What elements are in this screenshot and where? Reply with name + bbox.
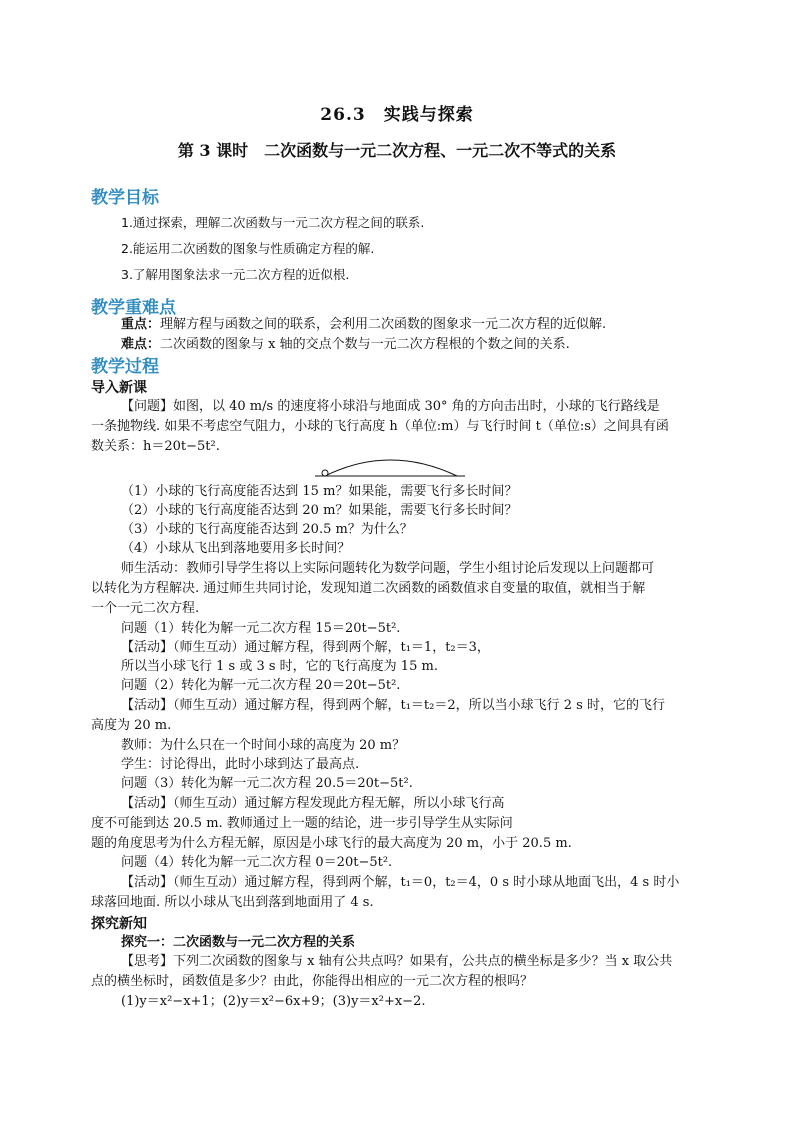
difficulty-label: 难点： bbox=[121, 337, 161, 352]
question-line: （1）小球的飞行高度能否达到 15 m？如果能，需要飞行多长时间？ bbox=[121, 484, 518, 499]
ball-trajectory-figure bbox=[315, 450, 465, 480]
key-point-text: 理解方程与函数之间的联系，会利用二次函数的图象求一元二次方程的近似解. bbox=[160, 317, 607, 332]
objectives-heading: 教学目标 bbox=[91, 188, 159, 208]
lesson-title: 26.3 实践与探索 bbox=[320, 105, 474, 125]
ball-icon bbox=[322, 470, 328, 476]
objective-item: 3.了解用图象法求一元二次方程的近似根. bbox=[121, 267, 350, 282]
paragraph-line: 高度为 20 m. bbox=[91, 718, 172, 733]
paragraph-line: 【思考】下列二次函数的图象与 x 轴有公共点吗？如果有，公共点的横坐标是多少？当 x 取公共 bbox=[121, 954, 673, 969]
paragraph-line: 【问题】如图，以 40 m/s 的速度将小球沿与地面成 30° 角的方向击出时，小球的飞行路线是 bbox=[121, 399, 660, 414]
question-line: （4）小球从飞出到落地要用多长时间？ bbox=[121, 541, 351, 556]
key-point-label: 重点： bbox=[121, 317, 161, 332]
paragraph-line: 【活动】（师生互动）通过解方程发现此方程无解，所以小球飞行高 bbox=[121, 796, 505, 811]
paragraph-line: 问题（1）转化为解一元二次方程 15＝20t−5t². bbox=[121, 621, 401, 636]
paragraph-line: 度不可能到达 20.5 m. 教师通过上一题的结论，进一步引导学生从实际问 bbox=[91, 816, 513, 831]
question-line: （2）小球的飞行高度能否达到 20 m？如果能，需要飞行多长时间？ bbox=[121, 503, 518, 518]
intro-heading: 导入新课 bbox=[91, 380, 147, 396]
question-line: （3）小球的飞行高度能否达到 20.5 m？为什么？ bbox=[121, 522, 413, 537]
paragraph-line: 学生：讨论得出，此时小球到达了最高点. bbox=[121, 757, 360, 772]
lesson-subtitle: 第 3 课时 二次函数与一元二次方程、一元二次不等式的关系 bbox=[177, 141, 617, 160]
key-point-line bbox=[121, 316, 794, 334]
paragraph-line: 题的角度思考为什么方程无解，原因是小球飞行的最大高度为 20 m，小于 20.5 m. bbox=[91, 836, 572, 851]
paragraph-line: 球落回地面. 所以小球从飞出到落到地面用了 4 s. bbox=[91, 895, 374, 910]
paragraph-line: 问题（4）转化为解一元二次方程 0＝20t−5t². bbox=[121, 855, 393, 870]
difficulty-text: 二次函数的图象与 x 轴的交点个数与一元二次方程根的个数之间的关系. bbox=[160, 337, 570, 352]
explore-heading: 探究新知 bbox=[91, 916, 147, 932]
paragraph-line: 以转化为方程解决. 通过师生共同讨论，发现知道二次函数的函数值求自变量的取值，就相当于解 bbox=[91, 581, 646, 596]
explore-subheading: 探究一：二次函数与一元二次方程的关系 bbox=[121, 935, 356, 950]
paragraph-line: 【活动】（师生互动）通过解方程，得到两个解，t₁＝0，t₂＝4，0 s 时小球从地面飞出，4 s 时小 bbox=[121, 875, 680, 890]
key-points-heading: 教学重难点 bbox=[91, 298, 176, 318]
process-heading: 教学过程 bbox=[91, 357, 159, 377]
paragraph-line: 【活动】（师生互动）通过解方程，得到两个解，t₁＝t₂＝2，所以当小球飞行 2 s 时，它的飞行 bbox=[121, 698, 665, 713]
objective-item: 1.通过探索，理解二次函数与一元二次方程之间的联系. bbox=[121, 215, 425, 230]
difficulty-line bbox=[121, 336, 794, 354]
paragraph-line: 一条抛物线. 如果不考虑空气阻力，小球的飞行高度 h（单位:m）与飞行时间 t（单位:s）之间具有函 bbox=[91, 419, 669, 434]
paragraph-line: 数关系：h＝20t−5t². bbox=[91, 439, 220, 454]
paragraph-line: 师生活动：教师引导学生将以上实际问题转化为数学问题，学生小组讨论后发现以上问题都可 bbox=[121, 561, 655, 576]
paragraph-line: 问题（2）转化为解一元二次方程 20＝20t−5t². bbox=[121, 678, 401, 693]
paragraph-line: 所以当小球飞行 1 s 或 3 s 时，它的飞行高度为 15 m. bbox=[121, 659, 438, 674]
paragraph-line: 教师：为什么只在一个时间小球的高度为 20 m？ bbox=[121, 738, 406, 753]
paragraph-line: (1)y＝x²−x+1；(2)y＝x²−6x+9；(3)y＝x²+x−2. bbox=[121, 994, 426, 1009]
paragraph-line: 一个一元二次方程. bbox=[91, 601, 200, 616]
paragraph-line: 【活动】（师生互动）通过解方程，得到两个解，t₁＝1，t₂＝3， bbox=[121, 640, 490, 655]
parabola-path bbox=[325, 460, 457, 476]
objective-item: 2.能运用二次函数的图象与性质确定方程的解. bbox=[121, 241, 375, 256]
paragraph-line: 问题（3）转化为解一元二次方程 20.5＝20t−5t². bbox=[121, 776, 413, 791]
paragraph-line: 点的横坐标时，函数值是多少？由此，你能得出相应的一元二次方程的根吗？ bbox=[91, 974, 534, 989]
